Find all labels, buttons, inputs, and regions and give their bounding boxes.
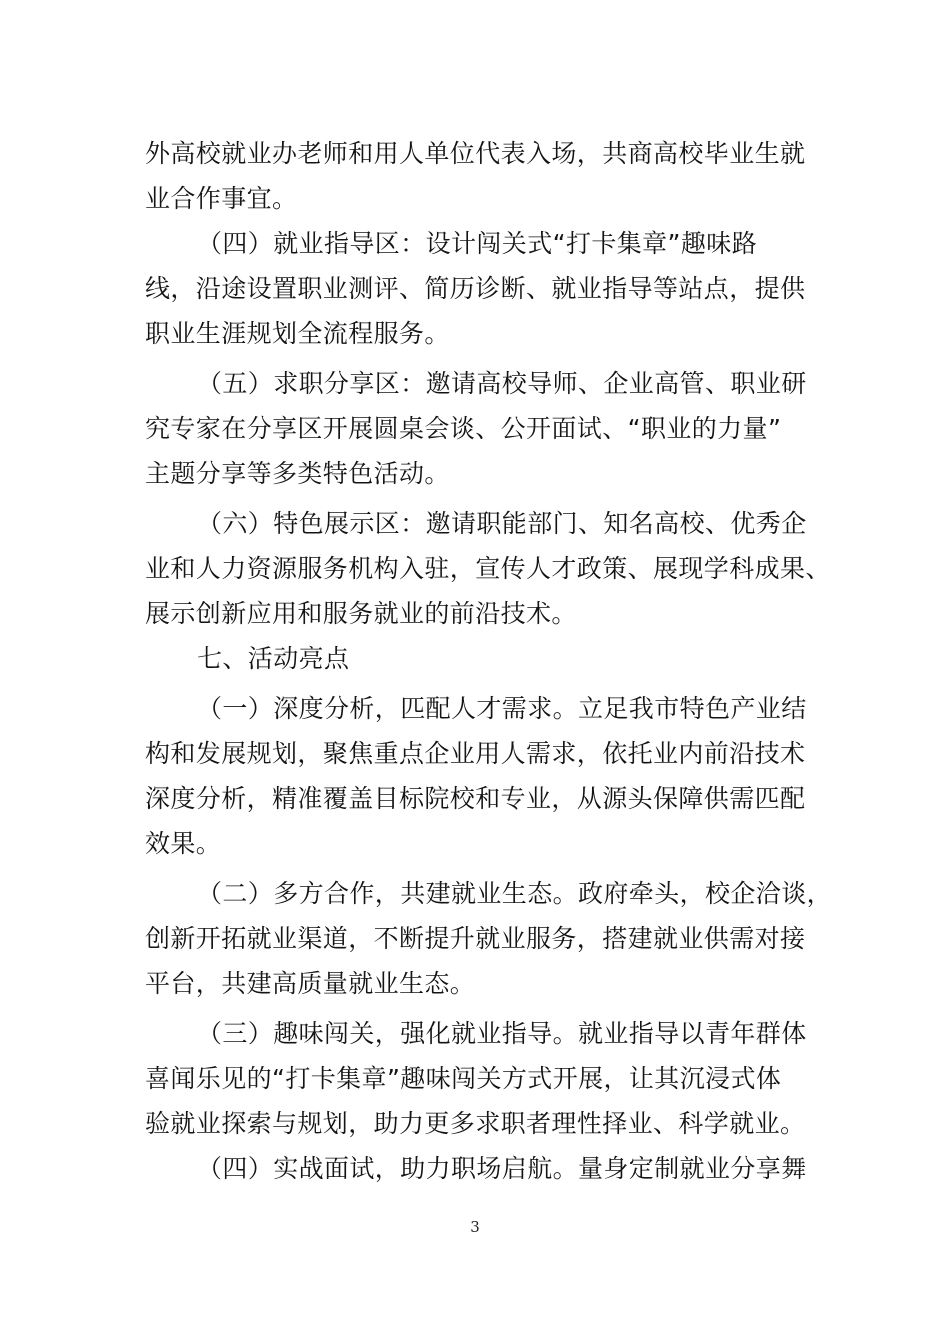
paragraph-line: 究专家在分享区开展圆桌会谈、公开面试、“职业的力量” [145, 414, 782, 443]
paragraph-line: 职业生涯规划全流程服务。 [145, 319, 450, 348]
paragraph-line: 效果。 [145, 829, 222, 858]
paragraph-line: （一）深度分析，匹配人才需求。立足我市特色产业结 [197, 694, 807, 723]
paragraph-line: （六）特色展示区：邀请职能部门、知名高校、优秀企 [197, 509, 807, 538]
paragraph-line: （二）多方合作，共建就业生态。政府牵头，校企洽谈， [197, 879, 833, 908]
paragraph-line: 喜闻乐见的“打卡集章”趣味闯关方式开展，让其沉浸式体 [145, 1064, 782, 1093]
paragraph-line: 验就业探索与规划，助力更多求职者理性择业、科学就业。 [145, 1109, 806, 1138]
paragraph-line: 线，沿途设置职业测评、简历诊断、就业指导等站点，提供 [145, 274, 806, 303]
paragraph-line: 展示创新应用和服务就业的前沿技术。 [145, 599, 577, 628]
paragraph-line: 外高校就业办老师和用人单位代表入场，共商高校毕业生就 [145, 139, 806, 168]
page-number: 3 [470, 1218, 480, 1236]
paragraph-line: （五）求职分享区：邀请高校导师、企业高管、职业研 [197, 369, 807, 398]
paragraph-line: 深度分析，精准覆盖目标院校和专业，从源头保障供需匹配 [145, 784, 806, 813]
paragraph-line: 主题分享等多类特色活动。 [145, 459, 450, 488]
paragraph-line: 平台，共建高质量就业生态。 [145, 969, 476, 998]
paragraph-line: （三）趣味闯关，强化就业指导。就业指导以青年群体 [197, 1019, 807, 1048]
paragraph-line: （四）实战面试，助力职场启航。量身定制就业分享舞 [197, 1154, 807, 1183]
paragraph-line: 创新开拓就业渠道，不断提升就业服务，搭建就业供需对接 [145, 924, 806, 953]
paragraph-line: 业和人力资源服务机构入驻，宣传人才政策、展现学科成果、 [145, 554, 831, 583]
paragraph-line: （四）就业指导区：设计闯关式“打卡集章”趣味路 [197, 229, 758, 258]
paragraph-line: 业合作事宜。 [145, 184, 298, 213]
section-heading: 七、活动亮点 [197, 644, 350, 673]
paragraph-line: 构和发展规划，聚焦重点企业用人需求，依托业内前沿技术 [145, 739, 806, 768]
